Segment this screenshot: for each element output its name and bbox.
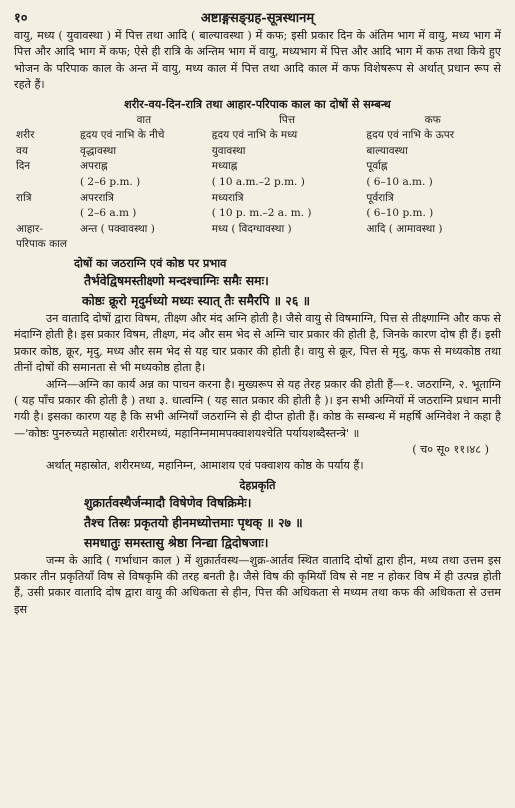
page-number: १० (14, 11, 28, 26)
table-row (14, 159, 501, 175)
dosha-relation-table (14, 113, 501, 253)
table-cell: मध्य ( विदग्धावस्था ) (211, 222, 292, 235)
verse-line: शुक्रार्तवस्थैर्जन्मादौ विषेणेव विषक्रिमेः। (84, 494, 252, 510)
table-row (14, 175, 501, 191)
table-cell (14, 206, 78, 222)
table-cell: शरीर (16, 129, 35, 142)
paragraph-koshtha-synonyms: अर्थात् महास्रोत, शरीरमध्य, महानिम्न, आमाशय एवं पक्वाशय कोष्ठ के पर्याय हैं। (46, 459, 364, 473)
table-cell: हृदय एवं नाभि के ऊपर (366, 129, 455, 142)
table-cell: ( 6–10 a.m. ) (366, 176, 433, 188)
table-row (14, 128, 501, 144)
table-header-cell: पित्त (279, 113, 296, 126)
verse-line: समधातुः समस्तासु श्रेष्ठा निन्द्या द्विदोषजाः। (84, 534, 269, 550)
table-cell: मध्याह्न (211, 160, 238, 173)
table-cell: पूर्वाह्न (366, 160, 388, 173)
table-header-cell (14, 113, 78, 129)
table-cell: ( 6–10 p.m. ) (366, 207, 434, 220)
table-row (14, 206, 501, 222)
page-title: अष्टाङ्गसङ्ग्रह-सूत्रस्थानम् (200, 11, 315, 26)
table-cell: अपररात्रि (80, 191, 114, 204)
table-cell (14, 175, 78, 191)
table-cell: हृदय एवं नाभि के मध्य (211, 129, 298, 142)
table-cell: दिन (16, 160, 31, 173)
table-row (14, 222, 501, 238)
paragraph-agni-types: उन वातादि दोषों द्वारा विषम, तीक्ष्ण और मंद अग्नि होती है। जैसे वायु से विषमाग्नि, पित्त से तीक्ष्णाग्नि और कफ से मंदाग्नि होती है। इस प्रकार विषम, तीक्ष्ण, मंद और सम भेद से अग्नि चार प्रकार की होती है, जिनके कारण दोष ही हैं। इसी प्रकार कोष्ठ, क्रूर, मृदु, मध्य और सम भेद से यह चार प्रकार की होती है। वायु से क्रूर, पित्त से मृदु, कफ से मध्यकोष्ठ तथा तीनों दोषों की समानता से भी मध्यकोष्ठ होता है। (14, 311, 501, 375)
table-cell: ( 2–6 p.m. ) (80, 176, 141, 188)
verse-line: तैश्च तिस्रः प्रकृतयो हीनमध्योत्तमाः पृथक् ॥ २७ ॥ (84, 514, 303, 530)
section-heading: देहप्रकृति (239, 477, 276, 492)
table-cell: अपराह्न (80, 160, 108, 173)
table-cell: आहार- (16, 222, 43, 235)
table-title: शरीर-वय-दिन-रात्रि तथा आहार-परिपाक काल का दोषों से सम्बन्ध (124, 96, 391, 111)
table-cell: वय (16, 144, 28, 157)
table-cell: अन्त ( पक्वावस्था ) (80, 222, 155, 235)
table-cell: ( 2–6 a.m ) (80, 207, 137, 220)
table-header-cell: वात (136, 113, 152, 126)
table-cell: वृद्धावस्था (80, 144, 117, 157)
table-row (14, 144, 501, 160)
table-header-cell: कफ (424, 113, 441, 126)
table-cell: हृदय एवं नाभि के नीचे (80, 129, 165, 142)
table-cell: रात्रि (16, 191, 32, 204)
table-cell: ( 10 a.m.–2 p.m. ) (211, 176, 305, 188)
paragraph-dosha-timing: वायु, मध्य ( युवावस्था ) में पित्त तथा आदि ( बाल्यावस्था ) में कफ; इसी प्रकार दिन के अंतिम भाग में वायु, मध्य भाग में पित्त और आदि भाग में कफ; ऐसे ही रात्रि के अन्तिम भाग में वायु, मध्यभाग में पित्त और आदि भाग में कफ तथा किये हुए भोजन के परिपाक काल के अन्त में वायु, मध्य काल में पित्त तथा आदि काल में कफ विशेषरूप से अर्थात् प्रधान रूप से रहते हैं। (14, 29, 501, 92)
table-cell: ( 10 p. m.–2 a. m. ) (211, 207, 312, 220)
table-cell: युवावस्था (211, 144, 246, 157)
table-cell: परिपाक काल (16, 238, 67, 251)
table-cell: मध्यरात्रि (211, 191, 244, 204)
section-heading: दोषों का जठराग्नि एवं कोष्ठ पर प्रभाव (74, 255, 227, 270)
paragraph-prakriti: जन्म के आदि ( गर्भाधान काल ) में शुक्रार्तवस्थ—शुक्र-आर्तव स्थित वातादि दोषों द्वारा हीन, मध्य तथा उत्तम इस प्रकार तीन प्रकृतियाँ विष से विषकृमि की तरह बनती है। जैसे विष की कृमियाँ विष से नष्ट न होकर विष में ही उत्पन्न होती हैं, उसी प्रकार वातादि दोष द्वारा वायु की अधिकता से हीन, पित्त की अधिकता से मध्यम तथा कफ की अधिकता से उत्तम इस (14, 553, 501, 616)
citation-reference: ( च० सू० ११।४८ ) (412, 443, 489, 457)
verse-line: कोष्ठः क्रूरो मृदुर्मध्यो मध्यः स्यात् तैः समैरपि ॥ २६ ॥ (82, 292, 311, 308)
paragraph-agni-definition: अग्नि—अग्नि का कार्य अन्न का पाचन करना है। मुख्यरूप से यह तेरह प्रकार की होती हैं—१. जठराग्नि, २. भूताग्नि ( यह पाँच प्रकार की होती है ) तथा ३. धात्वग्नि ( यह सात प्रकार की होती है )। इन सभी अग्नियों में जठराग्नि प्रधान मानी गयी है। इसका कारण यह है कि सभी अग्नियाँ जठराग्नि से ही दीप्त होती हैं। कोष्ठ के सम्बन्ध में महर्षि अग्निवेश ने कहा है—'कोष्ठः पुनरुच्यते महास्रोतः शरीरमध्यं, महानिम्नमामपक्वाशयश्चेति पर्यायशब्दैस्तन्त्रे' ॥ (14, 377, 501, 440)
table-row (14, 237, 501, 253)
verse-line: तैर्भवेद्विषमस्तीक्ष्णो मन्दश्चाग्निः समैः समः। (84, 272, 269, 288)
page-header (14, 8, 501, 28)
table-row (14, 191, 501, 207)
table-header-row (14, 113, 501, 129)
table-cell: बाल्यावस्था (366, 144, 408, 157)
table-cell: पूर्वरात्रि (366, 191, 394, 204)
table-cell: आदि ( आमावस्था ) (366, 222, 443, 235)
